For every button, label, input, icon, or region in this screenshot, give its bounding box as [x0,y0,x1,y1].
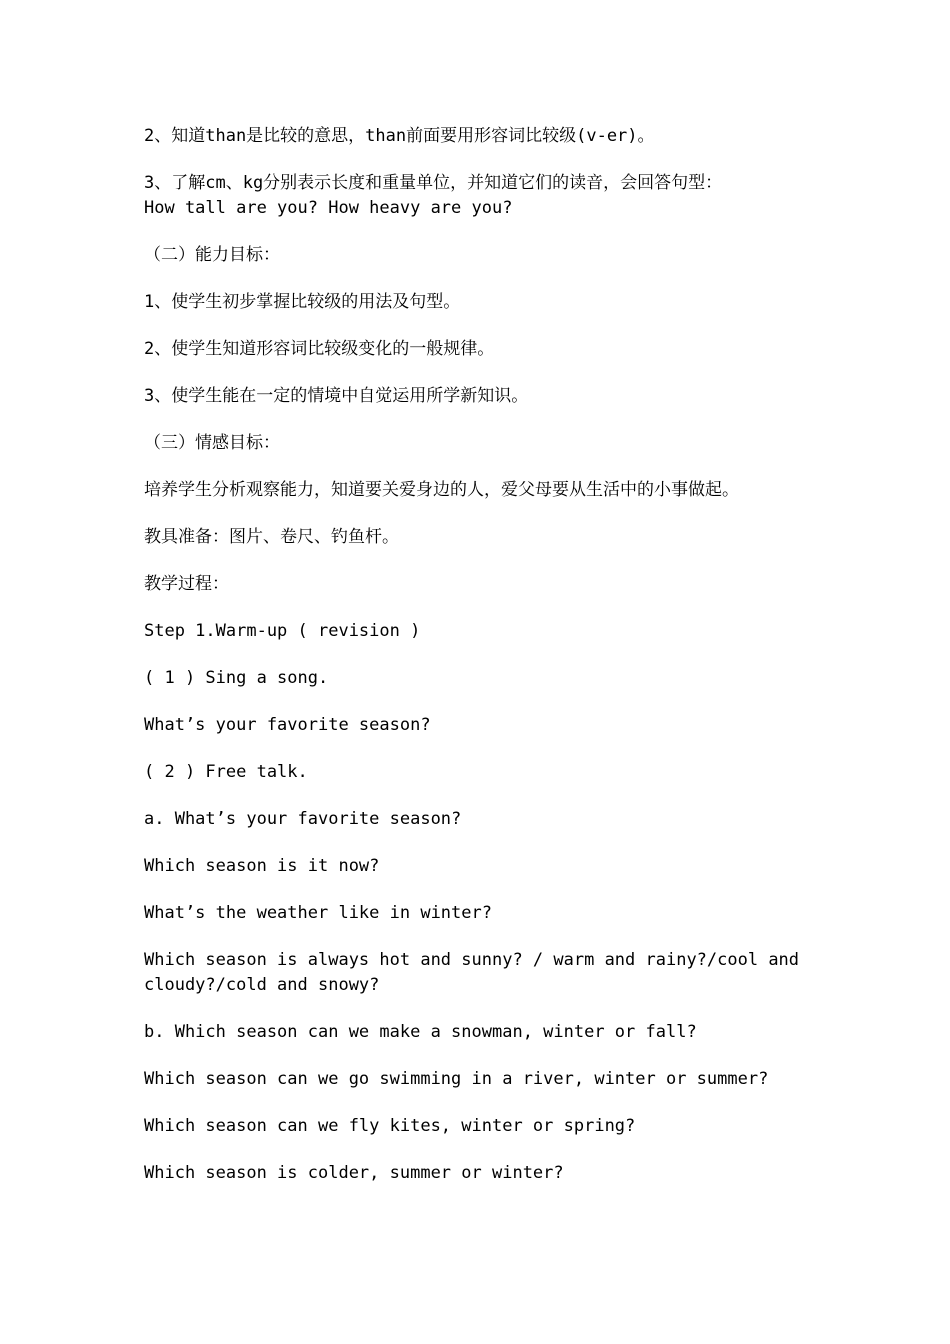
question-colder: Which season is colder, summer or winter? [144,1163,564,1183]
emotion-goal: 培养学生分析观察能力，知道要关爱身边的人，爱父母要从生活中的小事做起。 [144,480,739,500]
ability-item-2: 2、使学生知道形容词比较级变化的一般规律。 [144,339,495,359]
question-swimming: Which season can we go swimming in a river, winter or summer? [144,1069,769,1089]
document-body [144,124,824,1208]
question-b-snowman: b. Which season can we make a snowman, winter or fall? [144,1022,697,1042]
step-1-heading: Step 1.Warm-up ( revision ) [144,621,421,641]
question-a: a. What’s your favorite season? [144,809,462,829]
question-which-season-weather: Which season is always hot and sunny? / warm and rainy?/cool and cloudy?/cold and snowy? [144,950,800,995]
ability-item-1: 1、使学生初步掌握比较级的用法及句型。 [144,292,461,312]
sing-a-song: ( 1 ) Sing a song. [144,668,329,688]
objective-than: 2、知道than是比较的意思，than前面要用形容词比较级(v-er)。 [144,126,655,146]
question-season-now: Which season is it now? [144,856,380,876]
section-heading-emotion: （三）情感目标： [144,433,280,453]
song-title: What’s your favorite season? [144,715,431,735]
ability-item-3: 3、使学生能在一定的情境中自觉运用所学新知识。 [144,386,529,406]
objective-units: 3、了解cm、kg分别表示长度和重量单位，并知道它们的读音，会回答句型： How tall are you? How heavy are you? [144,173,723,218]
teaching-aids: 教具准备：图片、卷尺、钓鱼杆。 [144,527,399,547]
section-heading-ability: （二）能力目标： [144,245,280,265]
question-weather-winter: What’s the weather like in winter? [144,903,492,923]
free-talk: ( 2 ) Free talk. [144,762,308,782]
teaching-process-heading: 教学过程： [144,574,229,594]
question-fly-kites: Which season can we fly kites, winter or spring? [144,1116,636,1136]
